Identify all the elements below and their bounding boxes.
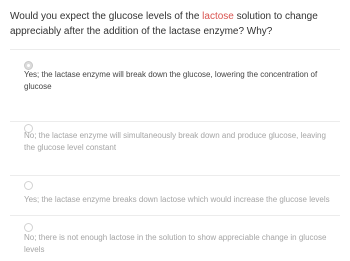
question-text-end: solution to change appreciably after the addition of the lactase enzyme? Why? — [10, 11, 318, 37]
radio-button[interactable] — [24, 181, 33, 190]
option-divider — [10, 215, 340, 216]
answer-option-1-label: Yes; the lactase enzyme will break down the glucose, lowering the concentration of glucose — [24, 70, 318, 91]
option-divider — [10, 121, 340, 122]
question-text-start: Would you expect the glucose levels of the — [10, 11, 203, 22]
option-divider — [10, 175, 340, 176]
radio-button[interactable] — [24, 223, 33, 232]
question-divider — [10, 49, 340, 50]
answer-option-4-label: No; there is not enough lactose in the solution to show appreciable change in glucose levels — [24, 233, 327, 254]
answer-option-3-label: Yes; the lactase enzyme breaks down lactose which would increase the glucose levels — [24, 195, 330, 204]
question-text — [10, 9, 342, 39]
answer-option-2-label: No; the lactase enzyme will simultaneously break down and produce glucose, leaving the glucose level constant — [24, 131, 326, 152]
question-highlight-term: lactose — [202, 11, 234, 22]
